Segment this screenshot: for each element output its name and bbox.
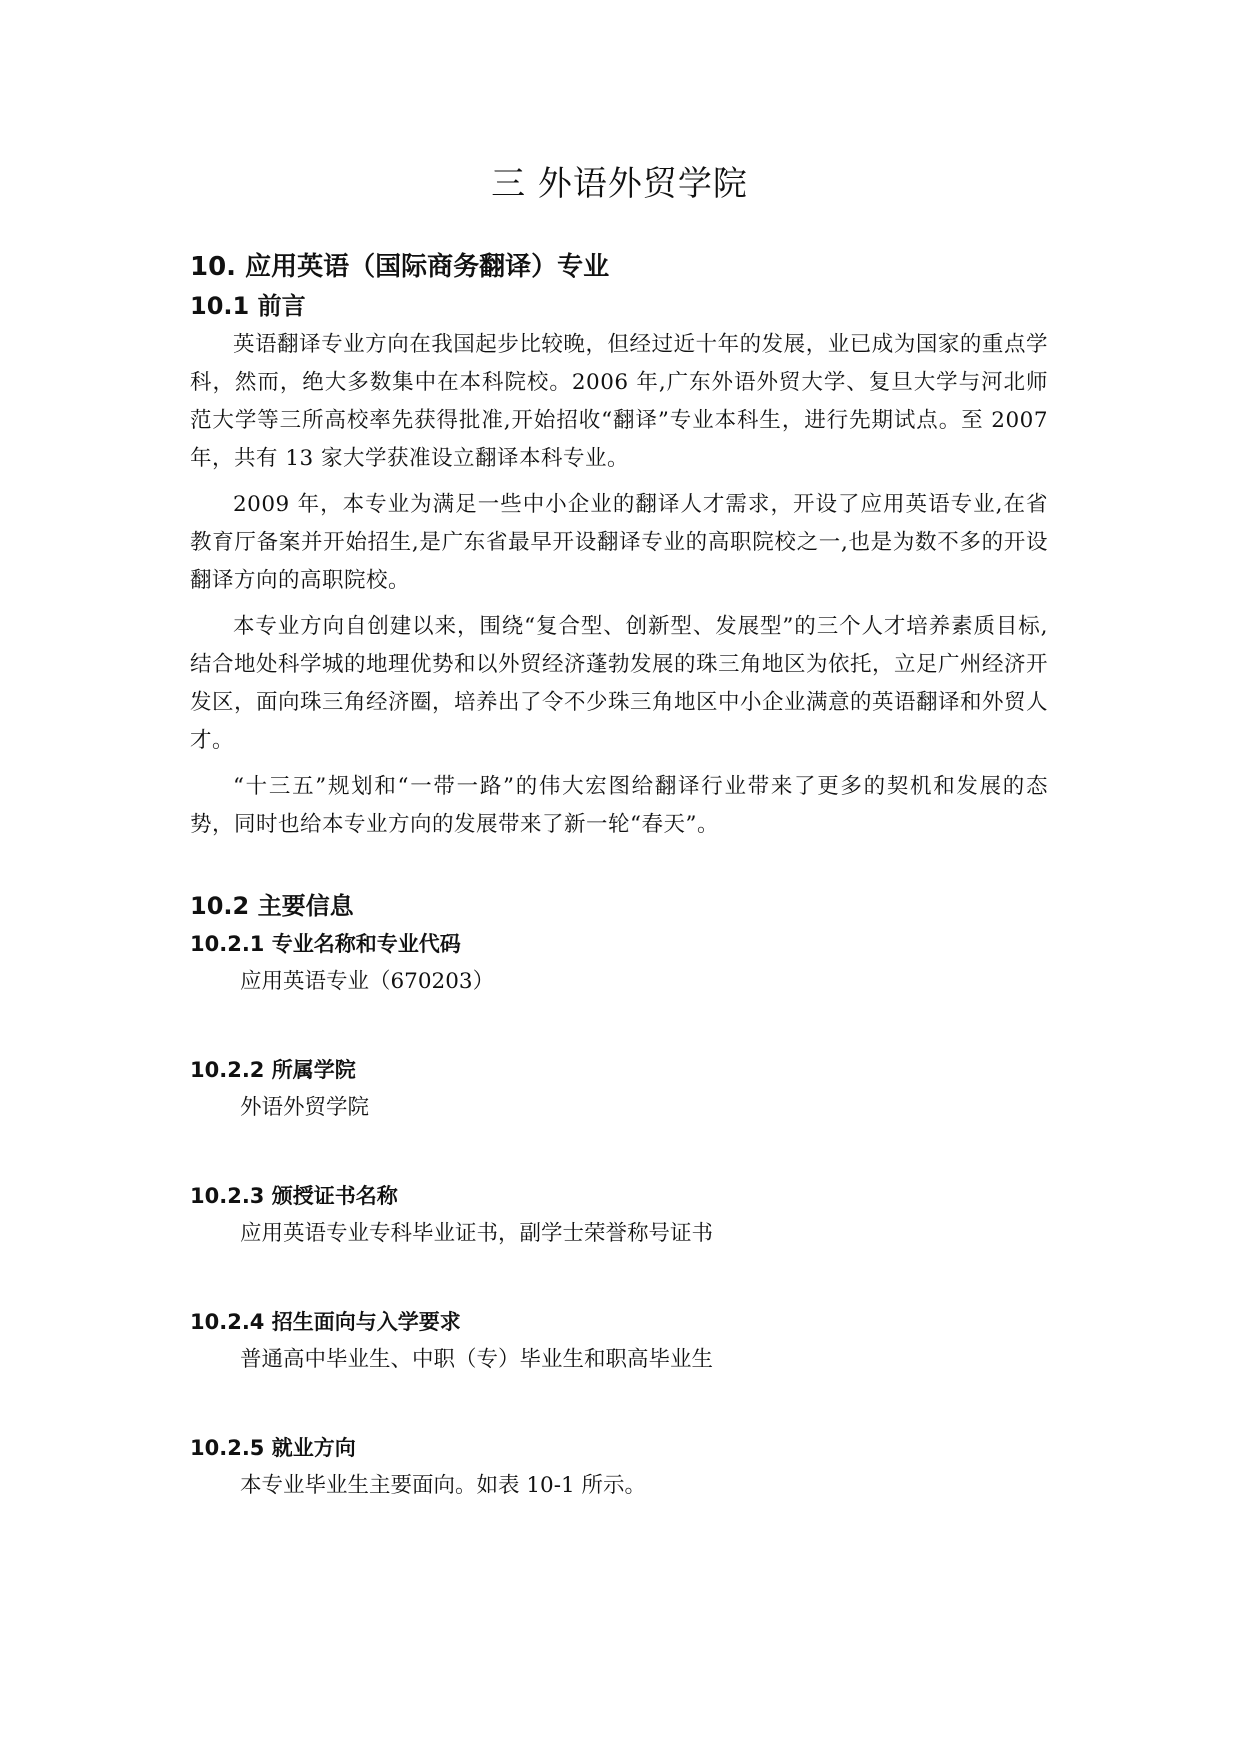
info-item-heading: 10.2.5 就业方向 [190, 1436, 356, 1460]
document-body [190, 248, 1048, 1506]
info-item [190, 1178, 1048, 1254]
info-item-value: 外语外贸学院 [240, 1095, 370, 1120]
preface-paragraph: 本专业方向自创建以来，围绕“复合型、创新型、发展型”的三个人才培养素质目标,结合地处科学城的地理优势和以外贸经济蓬勃发展的珠三角地区为依托，立足广州经济开发区，面向珠三角经济圈，培养出了令不少珠三角地区中小企业满意的英语翻译和外贸人才。 [190, 614, 1049, 753]
preface-paragraph: 英语翻译专业方向在我国起步比较晚，但经过近十年的发展，业已成为国家的重点学科，然而，绝大多数集中在本科院校。2006 年,广东外语外贸大学、复旦大学与河北师范大学等三所高校率先获得批准,开始招收“翻译”专业本科生，进行先期试点。至 2007 年，共有 13 家大学获准设立翻译本科专业。 [190, 332, 1048, 471]
main-info-heading: 10.2 主要信息 [190, 892, 354, 920]
info-item-value: 应用英语专业专科毕业证书，副学士荣誉称号证书 [240, 1221, 714, 1246]
info-item-heading: 10.2.2 所属学院 [190, 1058, 356, 1082]
preface-paragraph: 2009 年，本专业为满足一些中小企业的翻译人才需求，开设了应用英语专业,在省教育厅备案并开始招生,是广东省最早开设翻译专业的高职院校之一,也是为数不多的开设翻译方向的高职院校。 [190, 492, 1048, 593]
info-item-value: 应用英语专业（670203） [240, 969, 495, 994]
chapter-title: 三 外语外贸学院 [491, 164, 748, 204]
info-item [190, 926, 1048, 1002]
preface-paragraph: “十三五”规划和“一带一路”的伟大宏图给翻译行业带来了更多的契机和发展的态势，同时也给本专业方向的发展带来了新一轮“春天”。 [190, 774, 1048, 837]
info-item-value: 普通高中毕业生、中职（专）毕业生和职高毕业生 [240, 1347, 714, 1372]
info-item-heading: 10.2.1 专业名称和专业代码 [190, 932, 461, 956]
info-item-value: 本专业毕业生主要面向。如表 10-1 所示。 [240, 1473, 646, 1498]
info-item [190, 1430, 1048, 1506]
info-item [190, 1304, 1048, 1380]
info-item-heading: 10.2.4 招生面向与入学要求 [190, 1310, 461, 1334]
info-item [190, 1052, 1048, 1128]
section-title: 10. 应用英语（国际商务翻译）专业 [190, 252, 610, 282]
preface-heading: 10.1 前言 [190, 292, 306, 320]
info-item-heading: 10.2.3 颁授证书名称 [190, 1184, 398, 1208]
